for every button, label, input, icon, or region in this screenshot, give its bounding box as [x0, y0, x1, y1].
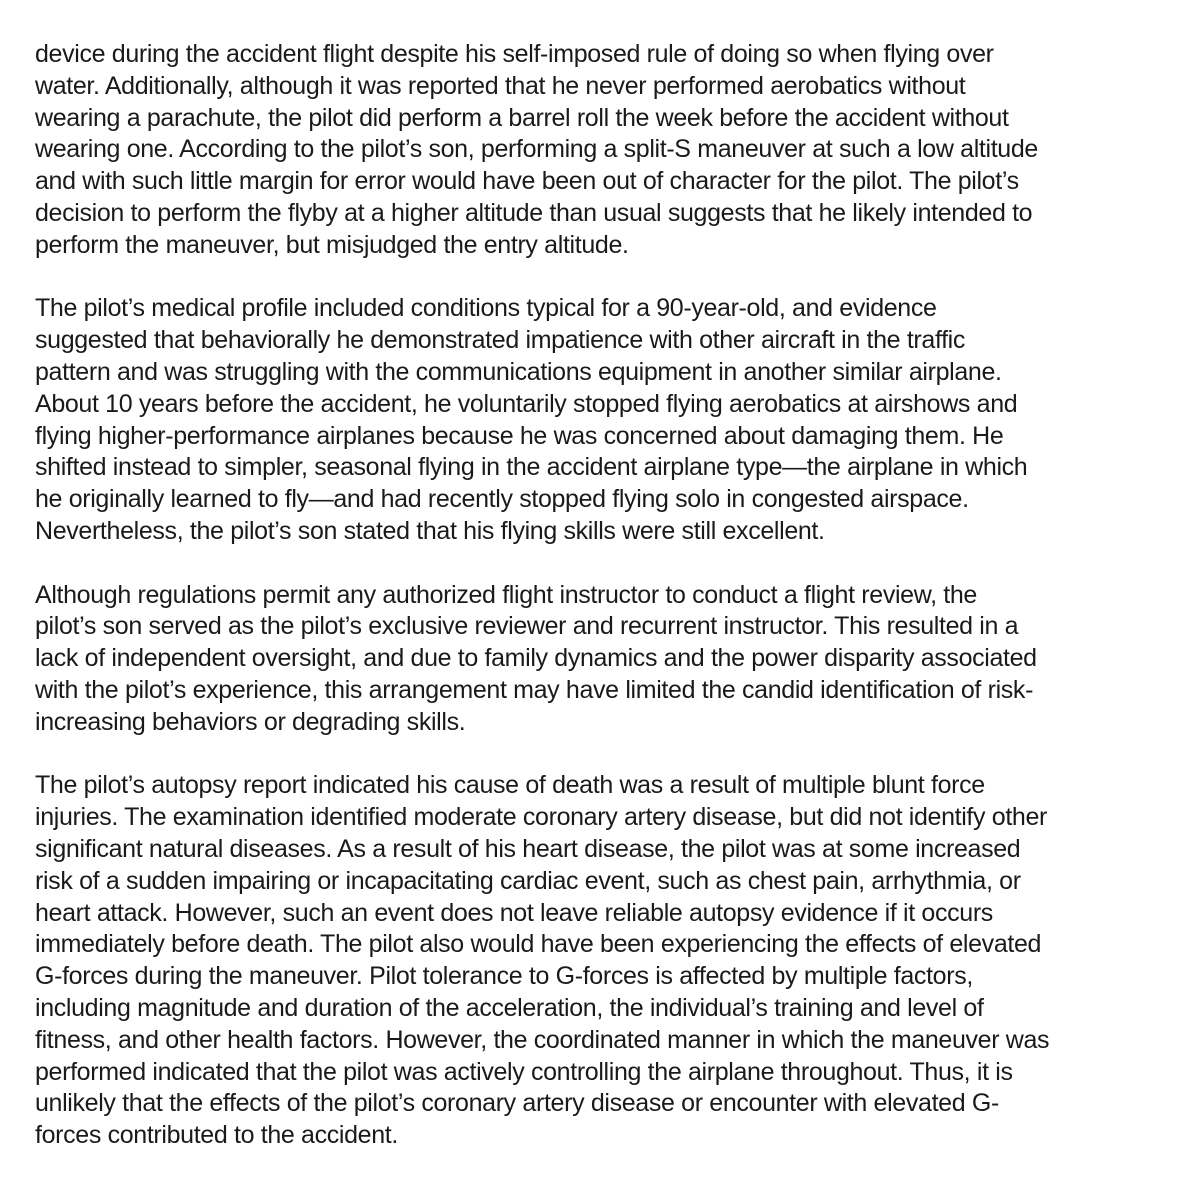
paragraph-2: [35, 293, 1175, 547]
text-line: shifted instead to simpler, seasonal flying in the accident airplane type—the airplane in which: [35, 453, 1028, 482]
text-line: risk of a sudden impairing or incapacitating cardiac event, such as chest pain, arrhythmia, or: [35, 866, 1021, 895]
text-line: significant natural diseases. As a result of his heart disease, the pilot was at some increased: [35, 834, 1021, 863]
text-line: wearing one. According to the pilot’s son, performing a split-S maneuver at such a low altitude: [35, 135, 1038, 164]
text-line: The pilot’s medical profile included conditions typical for a 90-year-old, and evidence: [35, 294, 937, 323]
text-line: including magnitude and duration of the acceleration, the individual’s training and level of: [35, 993, 984, 1022]
text-line: performed indicated that the pilot was actively controlling the airplane throughout. Thus, it is: [35, 1057, 1013, 1086]
text-line: forces contributed to the accident.: [35, 1121, 398, 1150]
text-line: with the pilot’s experience, this arrangement may have limited the candid identification of risk-: [35, 675, 1034, 704]
text-line: Although regulations permit any authorized flight instructor to conduct a flight review, the: [35, 580, 977, 609]
document-body: [35, 39, 1175, 1184]
paragraph-1: [35, 39, 1175, 262]
text-line: injuries. The examination identified moderate coronary artery disease, but did not identify other: [35, 803, 1048, 832]
paragraph-4: [35, 770, 1175, 1152]
paragraph-3: [35, 580, 1175, 739]
text-line: G-forces during the maneuver. Pilot tolerance to G-forces is affected by multiple factors,: [35, 962, 973, 991]
text-line: immediately before death. The pilot also would have been experiencing the effects of elevated: [35, 930, 1042, 959]
text-line: water. Additionally, although it was reported that he never performed aerobatics without: [35, 71, 966, 100]
text-line: perform the maneuver, but misjudged the entry altitude.: [35, 230, 629, 259]
text-line: wearing a parachute, the pilot did perform a barrel roll the week before the accident without: [35, 103, 1009, 132]
text-line: fitness, and other health factors. However, the coordinated manner in which the maneuver was: [35, 1025, 1050, 1054]
text-line: increasing behaviors or degrading skills.: [35, 707, 466, 736]
text-line: decision to perform the flyby at a higher altitude than usual suggests that he likely intended to: [35, 198, 1033, 227]
text-line: flying higher-performance airplanes because he was concerned about damaging them. He: [35, 421, 1004, 450]
text-line: lack of independent oversight, and due to family dynamics and the power disparity associated: [35, 644, 1037, 673]
text-line: he originally learned to fly—and had recently stopped flying solo in congested airspace.: [35, 485, 969, 514]
text-line: and with such little margin for error would have been out of character for the pilot. The pilot’s: [35, 167, 1019, 196]
text-line: suggested that behaviorally he demonstrated impatience with other aircraft in the traffic: [35, 326, 966, 355]
text-line: Nevertheless, the pilot’s son stated that his flying skills were still excellent.: [35, 516, 825, 545]
text-line: heart attack. However, such an event does not leave reliable autopsy evidence if it occurs: [35, 898, 993, 927]
text-line: unlikely that the effects of the pilot’s coronary artery disease or encounter with elevated G-: [35, 1089, 999, 1118]
text-line: The pilot’s autopsy report indicated his cause of death was a result of multiple blunt force: [35, 771, 985, 800]
text-line: pattern and was struggling with the communications equipment in another similar airplane.: [35, 357, 1002, 386]
text-line: About 10 years before the accident, he voluntarily stopped flying aerobatics at airshows and: [35, 389, 1018, 418]
text-line: pilot’s son served as the pilot’s exclusive reviewer and recurrent instructor. This resulted in a: [35, 612, 1019, 641]
text-line: device during the accident flight despite his self-imposed rule of doing so when flying over: [35, 40, 994, 68]
